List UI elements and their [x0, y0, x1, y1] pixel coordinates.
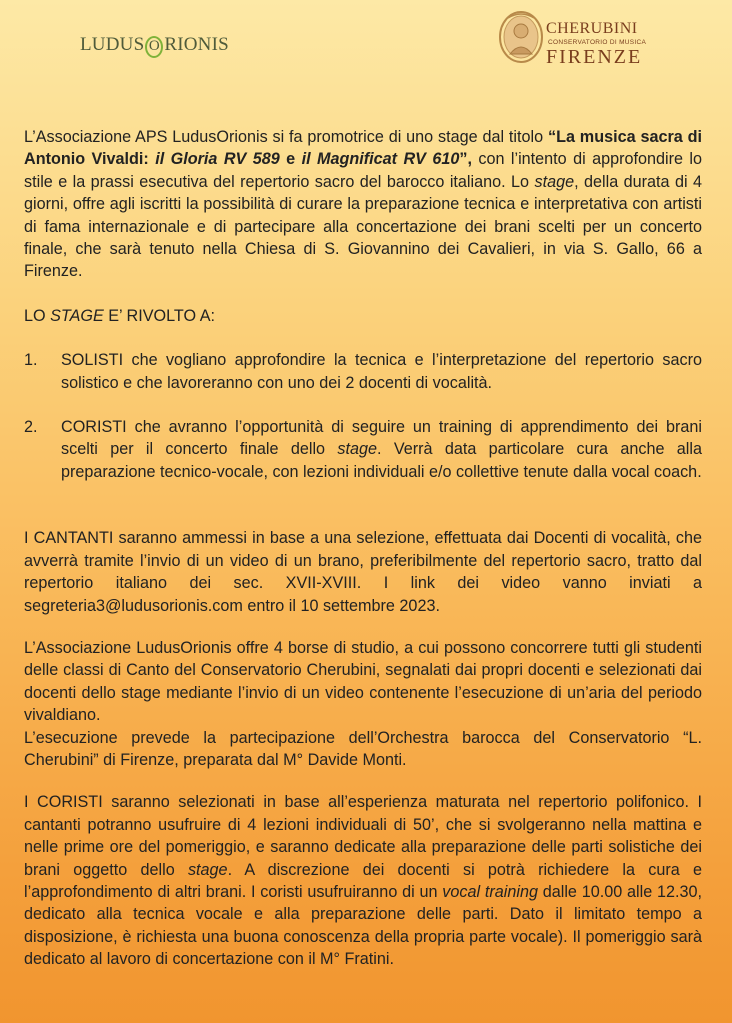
cherubini-seal-icon [498, 10, 544, 64]
section-heading: LO STAGE E’ RIVOLTO A: [24, 306, 216, 325]
page-header [0, 0, 732, 95]
list-item: 1. SOLISTI che vogliano approfondire la tecnica e l’interpretazione del repertorio sacro solistico e che lavoreranno con uno dei 2 docenti di vocalità. [24, 351, 702, 392]
audience-list [24, 349, 702, 483]
list-item: 2. CORISTI che avranno l’opportunità di seguire un training di apprendimento dei brani scelti per il concerto finale dello stage. Verrà data particolare cura anche alla preparazione tecnico-vocale, con lezioni individuali e/o collettive tenute dalla vocal coach. [24, 418, 702, 481]
coristi-paragraph: I CORISTI saranno selezionati in base all’esperienza maturata nel repertorio polifonico. I cantanti potranno usufruire di 4 lezioni individuali di 50’, che si svolgeranno nella mattina e nelle prime ore del pomeriggio, e saranno dedicate alla preparazione delle parti solistiche dei brani oggetto dello stage. A discrezione dei docenti si potrà richiedere la cura e l’approfondimento di altri brani. I coristi usufruiranno di un vocal training dalle 10.00 alle 12.30, dedicato alla tecnica vocale e alla preparazione delle parti. Dato il limitato tempo a disposizione, è richiesta una buona conoscenza della propria parte vocale). Il pomeriggio sarà dedicato al lavoro di concertazione con il M° Fratini. [24, 793, 702, 969]
document-body [24, 126, 702, 971]
borse-paragraph: L’Associazione LudusOrionis offre 4 borse di studio, a cui possono concorrere tutti gli studenti delle classi di Canto del Conservatorio Cherubini, segnalati dai propri docenti e selezionati dai docenti dello stage mediante l’invio di un video contenente l’esecuzione di un’aria del periodo vivaldiano. [24, 638, 702, 725]
esecuzione-paragraph: L’esecuzione prevede la partecipazione dell’Orchestra barocca del Conservatorio “L. Cherubini” di Firenze, preparata dal M° Davide Monti. [24, 728, 702, 769]
intro-paragraph: L’Associazione APS LudusOrionis si fa promotrice di uno stage dal titolo “La musica sacra di Antonio Vivaldi: il Gloria RV 589 e il Magnificat RV 610”, con l’intento di approfondire lo stile e la prassi esecutiva del repertorio sacro del barocco italiano. Lo stage, della durata di 4 giorni, offre agli iscritti la possibilità di curare la preparazione tecnica e interpretativa con artisti di fama internazionale e di partecipare alla concertazione dei brani scelti per un concerto finale, che sarà tenuto nella Chiesa di S. Giovannino dei Cavalieri, in via S. Gallo, 66 a Firenze. [24, 128, 703, 281]
orion-o-icon: O [145, 36, 163, 58]
cantanti-paragraph: I CANTANTI saranno ammessi in base a una selezione, effettuata dai Docenti di vocalità, che avverrà tramite l’invio di un video di un brano, preferibilmente del repertorio sacro, tratto dal repertorio italiano dei sec. XVII-XVIII. I link dei video vanno inviati a segreteria3@ludusorionis.com entro il 10 settembre 2023. [24, 529, 702, 615]
ludusorionis-logo: LUDUS O RIONIS [80, 34, 229, 58]
cherubini-logo: CHERUBINI CONSERVATORIO DI MUSICA FIRENZE [498, 10, 728, 70]
